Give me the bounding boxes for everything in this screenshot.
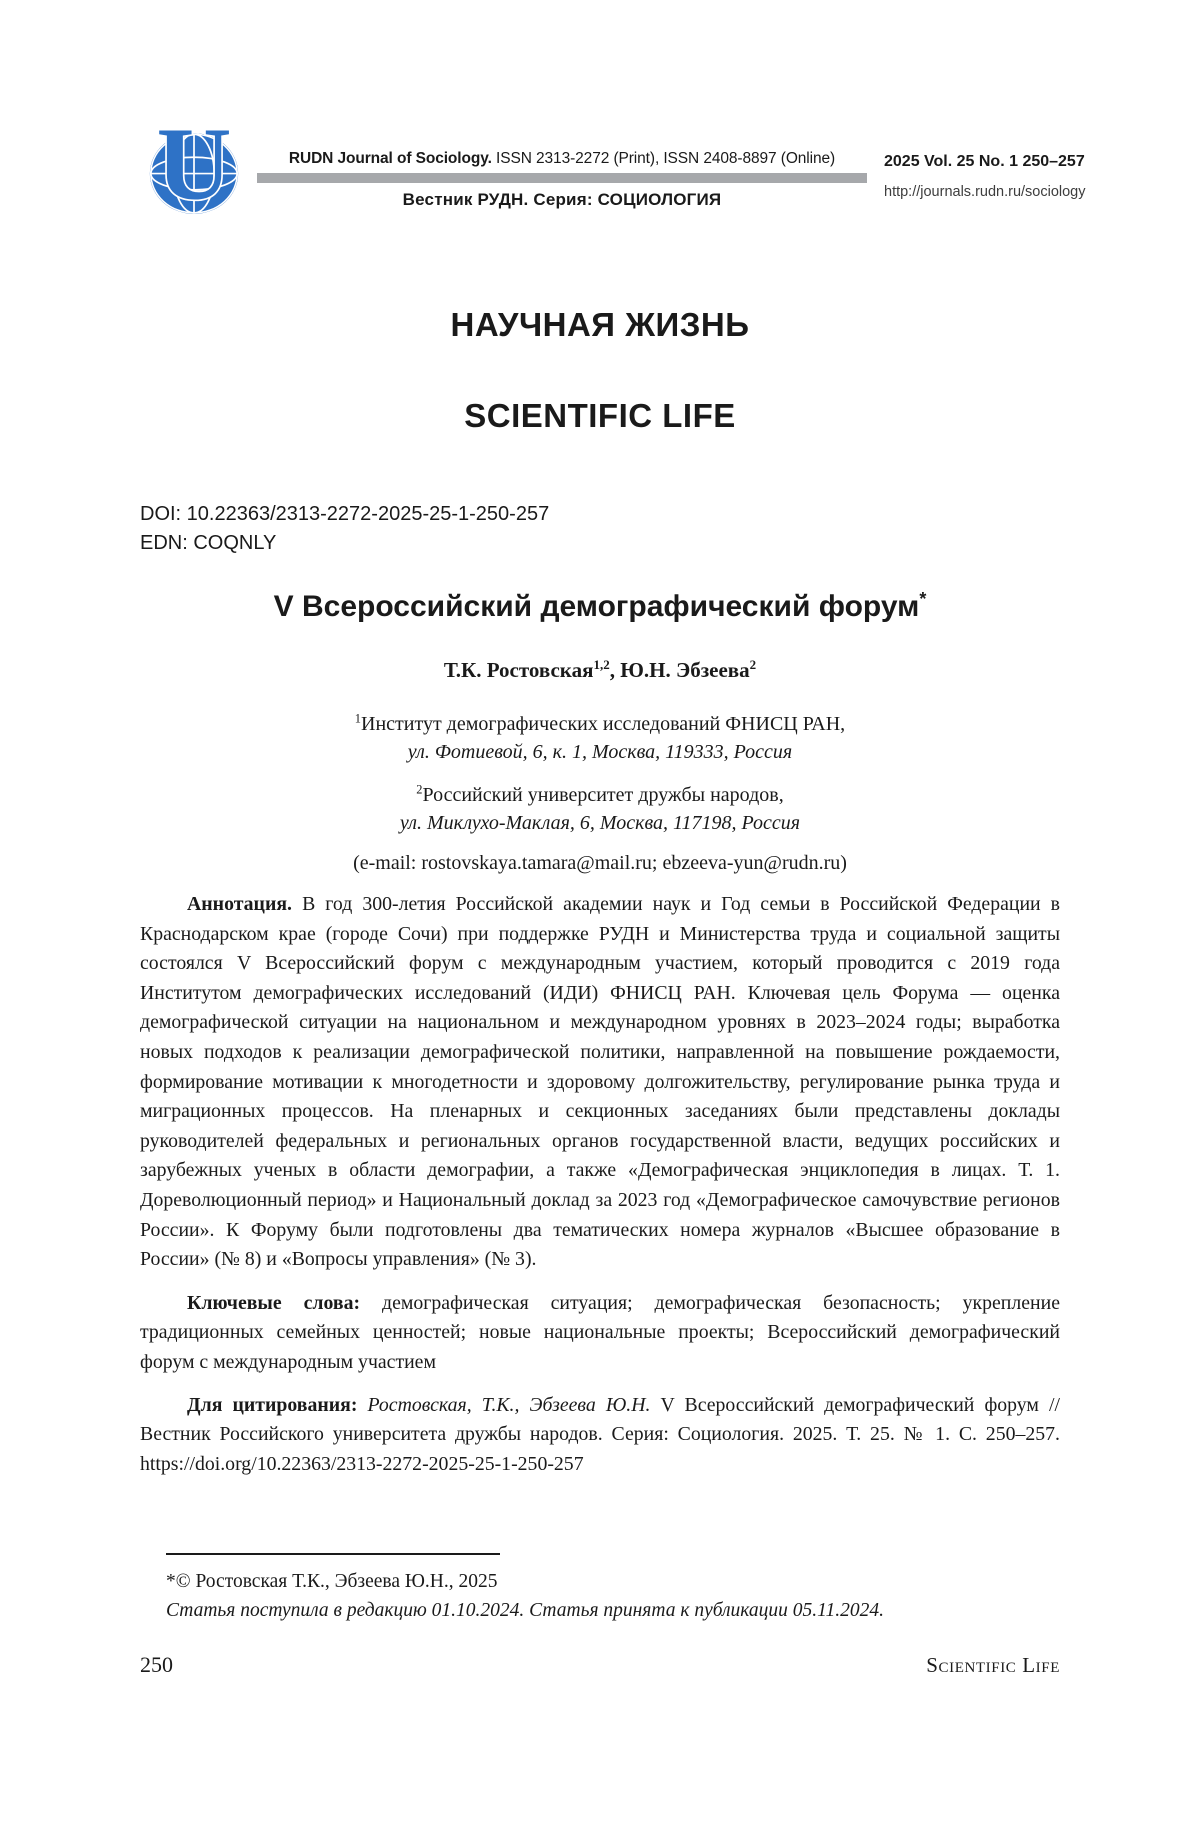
journal-title-en: RUDN Journal of Sociology. (288, 150, 497, 167)
journal-title-issn (257, 150, 867, 168)
submission-dates-line: Статья поступила в редакцию 01.10.2024. Статья принята к публикации 05.11.2024. (166, 1600, 884, 1621)
authors-separator: , (609, 658, 621, 682)
affiliation-1 (140, 710, 1060, 766)
citation-authors: Ростовская, Т.К., Эбзеева Ю.Н. (367, 1393, 651, 1416)
affiliation-1-address: ул. Фотиевой, 6, к. 1, Москва, 119333, Россия (407, 741, 793, 763)
authors-line (140, 658, 1060, 683)
abstract-text: В год 300-летия Российской академии наук и Год семьи в Российской Федерации в Краснодарском крае (городе Сочи) при поддержке РУДН и Министерства труда и социальной защиты состоялся V Всероссийский форум с международным участием, который проводится с 2019 года Институтом демографических исследований (ИДИ) ФНИСЦ РАН. Ключевая цель Форума — оценка демографической ситуации на национальном и международном уровнях в 2023–2024 годы; выработка новых подходов к реализации демографической политики, направленной на повышение рождаемости, формирование мотивации к многодетности и здоровому долгожительству, регулирование рынка труда и миграционных процессов. На пленарных и секционных заседаниях были представлены доклады руководителей федеральных и региональных органов государственной власти, ведущих российских и зарубежных ученых в области демографии, а также «Демографическая энциклопедия в лицах. Т. 1. Дореволюционный период» и Национальный доклад за 2023 год «Демографическое самочувствие регионов России». К Форуму были подготовлены два тематических номера журналов «Высшее образование в России» (№ 8) и «Вопросы управления» (№ 3). (140, 893, 1061, 1271)
svg-text:U: U (156, 110, 232, 216)
affiliation-2-address: ул. Миклухо-Маклая, 6, Москва, 117198, Россия (399, 812, 801, 834)
journal-title-ru: Вестник РУДН. Серия: СОЦИОЛОГИЯ (402, 190, 722, 209)
author-1: Т.К. Ростовская (443, 658, 594, 682)
rudn-logo-icon (146, 110, 242, 216)
page-footer (140, 1652, 1060, 1678)
running-title: Scientific Life (926, 1653, 1060, 1677)
author-2: Ю.Н. Эбзеева (620, 658, 750, 682)
citation-paragraph (140, 1391, 1060, 1480)
abstract-label: Аннотация. (187, 893, 303, 915)
doi-line: DOI: 10.22363/2313-2272-2025-25-1-250-257 (140, 503, 550, 525)
citation-doi-link[interactable]: https://doi.org/10.22363/2313-2272-2025-25-1-250-257 (140, 1452, 584, 1475)
issue-info-block (884, 153, 1086, 200)
affiliation-1-name: $^1$Институт демографических исследований ФНИСЦ РАН, (354, 711, 846, 735)
journal-url-link[interactable]: http://journals.rudn.ru/sociology (884, 184, 1086, 200)
citation-text: V Всероссийский демографический форум // Вестник Российского университета дружбы народов. Серия: Социология. 2025. Т. 25. № 1. С. 250–257. (140, 1393, 1061, 1446)
affiliation-1-mark: 1 (354, 711, 361, 726)
footnote-divider (166, 1553, 500, 1555)
affiliation-2-mark: 2 (416, 782, 423, 797)
copyright-line: *© Ростовская Т.К., Эбзеева Ю.Н., 2025 (166, 1571, 498, 1592)
footnote-block (140, 1553, 1060, 1625)
author-1-affil-mark: 1,2 (593, 657, 610, 672)
author-2-affil-mark: 2 (749, 657, 757, 672)
affiliation-2-name: $^2$Российский университет дружбы народов, (416, 782, 784, 806)
header-divider (257, 173, 867, 183)
journal-masthead (257, 150, 867, 210)
authors-email-line: (e-mail: rostovskaya.tamara@mail.ru; ebzeeva-yun@rudn.ru) (353, 852, 847, 874)
affiliation-2 (140, 781, 1060, 837)
title-footnote-mark: * (919, 589, 927, 609)
section-heading-en: SCIENTIFIC LIFE (464, 397, 736, 434)
keywords-paragraph (140, 1289, 1060, 1378)
keywords-label: Ключевые слова: (187, 1291, 383, 1314)
article-title (140, 590, 1060, 624)
issue-volume-pages: 2025 Vol. 25 No. 1 250–257 (884, 153, 1085, 170)
journal-issn: ISSN 2313-2272 (Print), ISSN 2408-8897 (Online) (496, 150, 836, 167)
abstract-paragraph (140, 890, 1060, 1275)
keywords-text: демографическая ситуация; демографическая безопасность; укрепление традиционных семейных ценностей; новые национальные проекты; Всероссийский демографический форум с международным участием (140, 1291, 1060, 1373)
article-front-matter (140, 890, 1060, 1479)
page-number: 250 (140, 1652, 173, 1677)
section-heading-ru: НАУЧНАЯ ЖИЗНЬ (450, 306, 750, 343)
citation-label: Для цитирования: (187, 1393, 368, 1416)
edn-line: EDN: COQNLY (140, 532, 277, 554)
article-title-text: V Всероссийский демографический форум (273, 590, 920, 623)
article-identifiers (140, 500, 549, 558)
